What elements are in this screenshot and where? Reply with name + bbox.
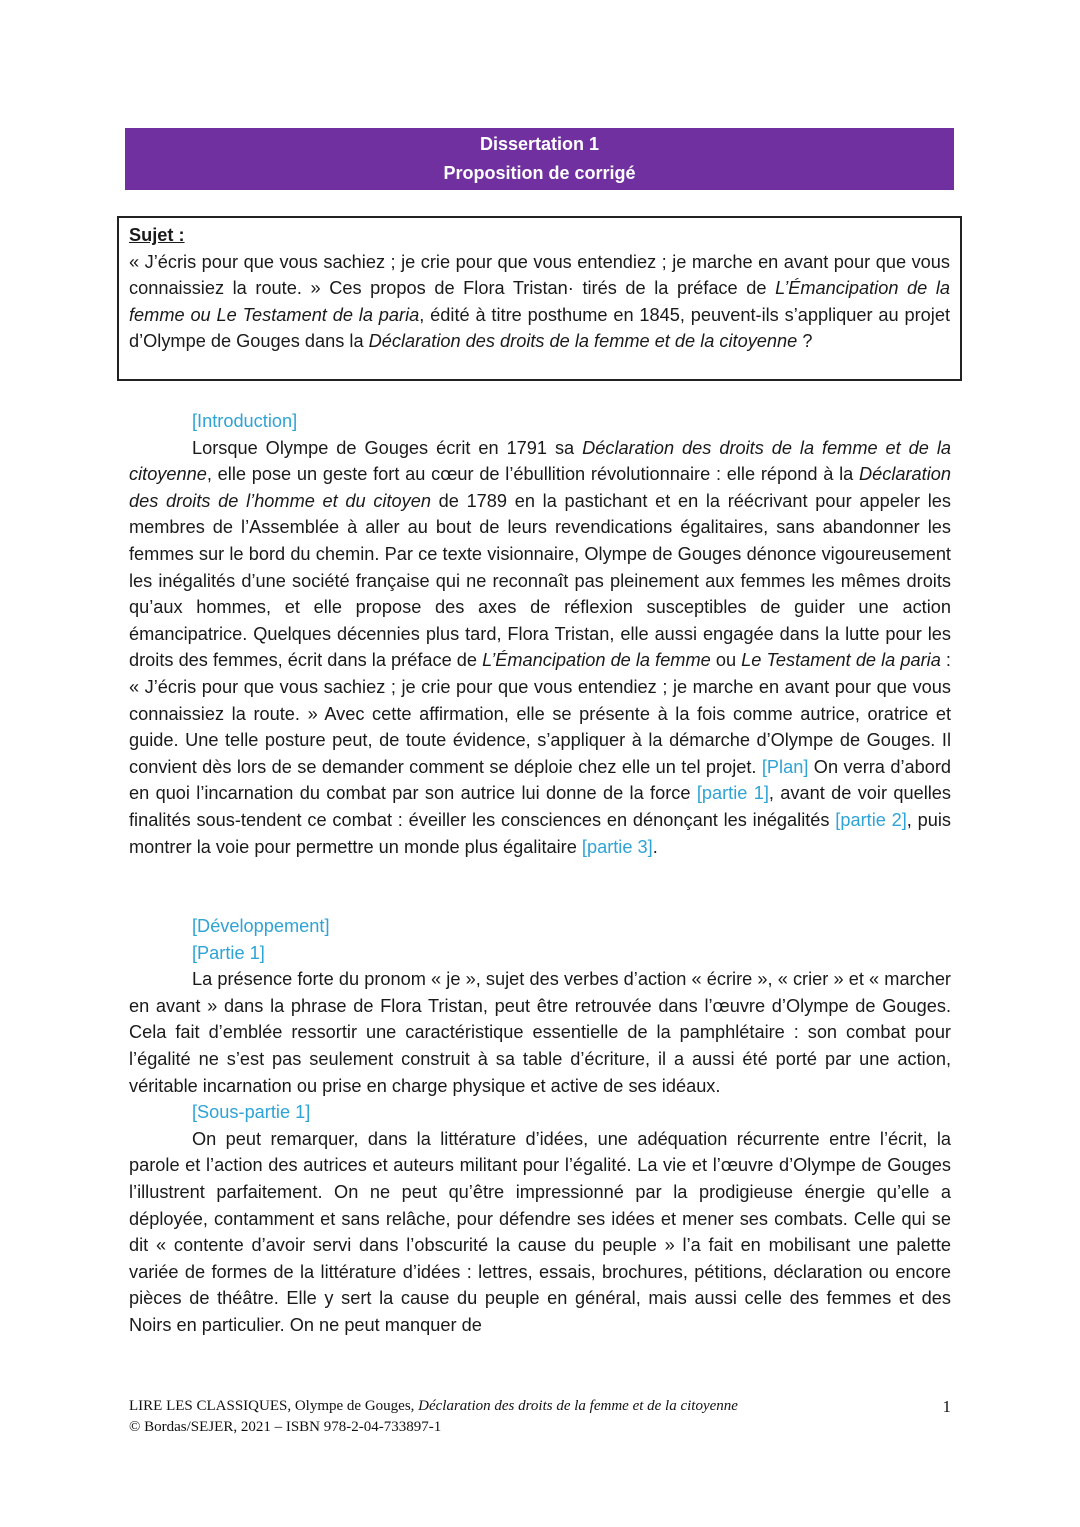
work-title: Déclaration des droits de la femme et de la citoyenne: [129, 437, 951, 485]
text-run: : « J’écris pour que vous sachiez ; je crie pour que vous entendiez ; je marche en avant pour que vous connaissiez la route. » Avec cette affirmation, elle se présente à la fois comme autrice, oratrice et guide. Une telle posture peut, de toute évidence, s’appliquer à la démarche d’Olympe de Gouges. Il convient dès lors de se demander comment se déploie chez elle un tel projet.: [129, 650, 951, 777]
footer-citation: [129, 1396, 738, 1417]
part3-marker: [partie 3]: [581, 836, 653, 857]
footer-copyright: © Bordas/SEJER, 2021 – ISBN 978-2-04-733897-1: [129, 1419, 442, 1435]
subject-text-part: « J’écris pour que vous sachiez ; je crie pour que vous entendiez ; je marche en avant pour que vous connaissiez la route. » Ces propos de Flora Tristan· tirés de la préface de: [129, 251, 950, 299]
part1-marker: [partie 1]: [696, 783, 769, 804]
introduction-marker: [Introduction]: [192, 411, 298, 431]
text-run: On verra d’abord en quoi l’incarnation du combat par son autrice lui donne de la force: [129, 756, 952, 804]
work-title: Déclaration des droits de l’homme et du citoyen: [129, 464, 951, 511]
subject-box: [117, 216, 962, 381]
souspartie1-paragraph: On peut remarquer, dans la littérature d’idées, une adéquation récurrente entre l’écrit, la parole et l’action des autrices et auteurs militant pour l’égalité. La vie et l’œuvre d’Olympe de Gouges l’illustrent parfaitement. On ne peut qu’être impressionné par la prodigieuse énergie qu’elle a déployée, contamment et sans relâche, pour défendre ses idées et mener ses combats. Celle qui se dit « contente d’avoir servi dans l’obscurité la cause du peuple » l’a fait en mobilisant une palette variée de formes de la littérature d’idées : lettres, essais, brochures, pétitions, déclaration ou encore pièces de théâtre. Elle y sert la cause du peuple en général, mais aussi celle des femmes et des Noirs en particulier. On ne peut manquer de: [129, 1128, 951, 1335]
text-run: , avant de voir quelles finalités sous-tendent ce combat : éveiller les consciences en dénonçant les inégalités: [129, 783, 951, 830]
work-title: Le Testament de la paria: [741, 650, 941, 671]
document-title: Dissertation 1: [479, 134, 600, 154]
section-gap: [129, 860, 951, 913]
text-run: ou: [710, 650, 742, 671]
plan-marker: [Plan]: [761, 756, 809, 777]
document-subtitle: Proposition de corrigé: [443, 163, 636, 183]
subject-text-part: , édité à titre posthume en 1845, peuvent-ils s’appliquer au projet d’Olympe de Gouges dans la: [129, 304, 950, 352]
part2-marker: [partie 2]: [835, 809, 907, 830]
partie1-paragraph: La présence forte du pronom « je », sujet des verbes d’action « écrire », « crier » et « marcher en avant » dans la phrase de Flora Tristan, peut être retrouvée dans l’œuvre d’Olympe de Gouges. Cela fait d’emblée ressortir une caractéristique essentielle de la pamphlétaire : son combat pour l’égalité ne s’est pas seulement construit à sa table d’écriture, il a aussi été porté par une action, véritable incarnation ou prise en charge physique et active de ses idéaux.: [129, 969, 951, 1096]
page-footer: [129, 1396, 951, 1438]
work-title: L’Émancipation de la femme: [482, 650, 711, 671]
title-banner: [125, 128, 954, 190]
text-run: .: [652, 836, 658, 857]
introduction-paragraph: [129, 435, 951, 861]
subject-work-title: L’Émancipation de la femme ou Le Testament de la paria: [129, 278, 951, 325]
partie1-marker: [Partie 1]: [192, 942, 265, 963]
page-number: 1: [942, 1397, 951, 1416]
footer-work-title: Déclaration des droits de la femme et de la citoyenne: [418, 1398, 738, 1414]
text-run: Lorsque Olympe de Gouges écrit en 1791 sa: [192, 437, 583, 458]
development-marker: [Développement]: [192, 916, 330, 937]
subject-work-title: Déclaration des droits de la femme et de la citoyenne: [368, 331, 798, 352]
text-run: , puis montrer la voie pour permettre un monde plus égalitaire: [129, 809, 951, 857]
footer-series: LIRE LES CLASSIQUES: [129, 1398, 288, 1414]
text-run: , elle pose un geste fort au cœur de l’ébullition révolutionnaire : elle répond à la: [206, 464, 859, 485]
subject-label: Sujet :: [129, 225, 185, 245]
footer-author: , Olympe de Gouges,: [287, 1398, 419, 1414]
souspartie1-marker: [Sous-partie 1]: [192, 1102, 311, 1123]
subject-text-part: ?: [797, 331, 813, 352]
document-body: [129, 408, 951, 1339]
text-run: de 1789 en la pastichant et en la réécrivant pour appeler les membres de l’Assemblée à aller au bout de leurs revendications égalitaires, sans abandonner les femmes sur le bord du chemin. Par ce texte visionnaire, Olympe de Gouges dénonce vigoureusement les inégalités d’une société française qui ne reconnaît pas pleinement aux femmes les mêmes droits qu’aux hommes, et elle propose des axes de réflexion susceptibles de guider une action émancipatrice. Quelques décennies plus tard, Flora Tristan, elle aussi engagée dans la lutte pour les droits des femmes, écrit dans la préface de: [129, 490, 951, 671]
subject-text: [129, 249, 950, 355]
footer-citation-line: [129, 1396, 951, 1417]
